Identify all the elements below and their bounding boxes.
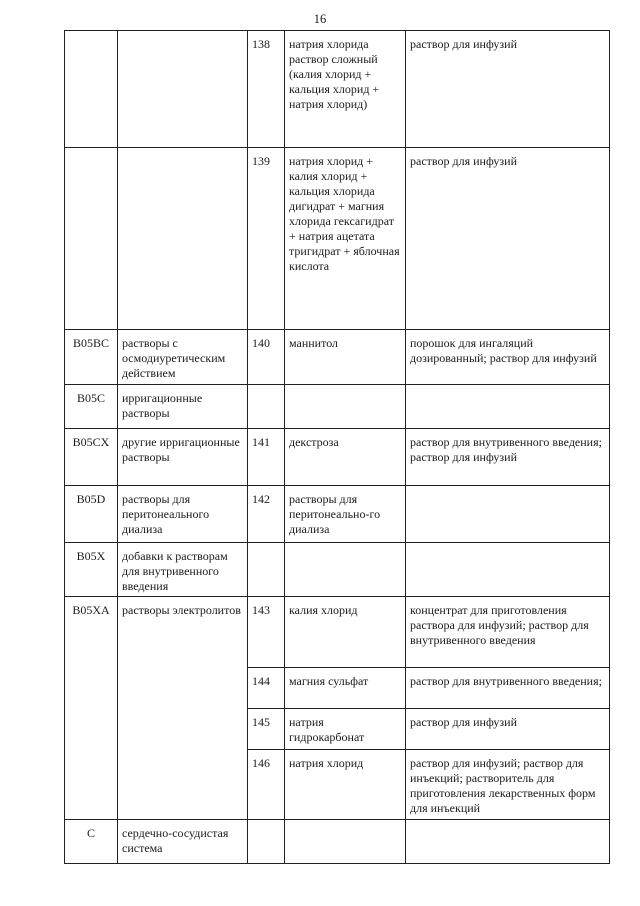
- dosage-form-cell: [406, 385, 610, 429]
- drug-name-cell: магния сульфат: [285, 668, 406, 709]
- table-row: [65, 330, 610, 385]
- item-number-cell: [248, 820, 285, 864]
- group-name-cell: растворы с осмодиуретическим действием: [118, 330, 248, 385]
- item-number-cell: [248, 385, 285, 429]
- group-name-cell: другие ирригационные растворы: [118, 429, 248, 486]
- dosage-form-cell: порошок для ингаляций дозированный; раствор для инфузий: [406, 330, 610, 385]
- table-row: [65, 148, 610, 330]
- drug-name-cell: натрия хлорид + калия хлорид + кальция хлорида дигидрат + магния хлорида гексагидрат + натрия ацетата тригидрат + яблочная кислота: [285, 148, 406, 330]
- drug-name-cell: натрия хлорида раствор сложный (калия хлорид + кальция хлорид + натрия хлорид): [285, 31, 406, 148]
- dosage-form-cell: [406, 486, 610, 543]
- atc-code-cell: [65, 148, 118, 330]
- item-number-cell: 140: [248, 330, 285, 385]
- drug-name-cell: декстроза: [285, 429, 406, 486]
- table-row: [65, 429, 610, 486]
- table-row: [65, 385, 610, 429]
- dosage-form-cell: [406, 820, 610, 864]
- atc-code-cell: [65, 31, 118, 148]
- atc-code-cell: B05CX: [65, 429, 118, 486]
- drug-name-cell: натрия гидрокарбонат: [285, 709, 406, 750]
- group-name-cell: ирригационные растворы: [118, 385, 248, 429]
- atc-code-cell: B05BC: [65, 330, 118, 385]
- dosage-form-cell: раствор для внутривенного введения; раствор для инфузий: [406, 429, 610, 486]
- table-row: [65, 31, 610, 148]
- atc-code-cell: B05D: [65, 486, 118, 543]
- atc-code-cell: B05X: [65, 543, 118, 597]
- item-number-cell: [248, 543, 285, 597]
- drug-name-cell: растворы для перитонеально-го диализа: [285, 486, 406, 543]
- item-number-cell: 144: [248, 668, 285, 709]
- drug-name-cell: [285, 385, 406, 429]
- group-name-cell: добавки к растворам для внутривенного введения: [118, 543, 248, 597]
- table-row: [65, 543, 610, 597]
- group-name-cell: [118, 31, 248, 148]
- group-name-cell: [118, 148, 248, 330]
- table-row: [65, 820, 610, 864]
- item-number-cell: 141: [248, 429, 285, 486]
- item-number-cell: 143: [248, 597, 285, 668]
- drug-name-cell: калия хлорид: [285, 597, 406, 668]
- item-number-cell: 146: [248, 750, 285, 820]
- dosage-form-cell: раствор для внутривенного введения;: [406, 668, 610, 709]
- drug-name-cell: маннитол: [285, 330, 406, 385]
- item-number-cell: 138: [248, 31, 285, 148]
- atc-code-cell: C: [65, 820, 118, 864]
- drug-name-cell: натрия хлорид: [285, 750, 406, 820]
- table-row: [65, 486, 610, 543]
- item-number-cell: 139: [248, 148, 285, 330]
- atc-code-cell: B05XA: [65, 597, 118, 820]
- dosage-form-cell: [406, 543, 610, 597]
- dosage-form-cell: раствор для инфузий: [406, 148, 610, 330]
- dosage-form-cell: раствор для инфузий; раствор для инъекций; растворитель для приготовления лекарственных форм для инъекций: [406, 750, 610, 820]
- item-number-cell: 142: [248, 486, 285, 543]
- drug-name-cell: [285, 820, 406, 864]
- drug-table: [64, 30, 610, 864]
- item-number-cell: 145: [248, 709, 285, 750]
- drug-name-cell: [285, 543, 406, 597]
- group-name-cell: растворы для перитонеального диализа: [118, 486, 248, 543]
- group-name-cell: сердечно-сосудистая система: [118, 820, 248, 864]
- table-row: [65, 597, 610, 668]
- group-name-cell: растворы электролитов: [118, 597, 248, 820]
- dosage-form-cell: раствор для инфузий: [406, 709, 610, 750]
- page-number: 16: [313, 12, 327, 26]
- dosage-form-cell: концентрат для приготовления раствора для инфузий; раствор для внутривенного введения: [406, 597, 610, 668]
- dosage-form-cell: раствор для инфузий: [406, 31, 610, 148]
- atc-code-cell: B05C: [65, 385, 118, 429]
